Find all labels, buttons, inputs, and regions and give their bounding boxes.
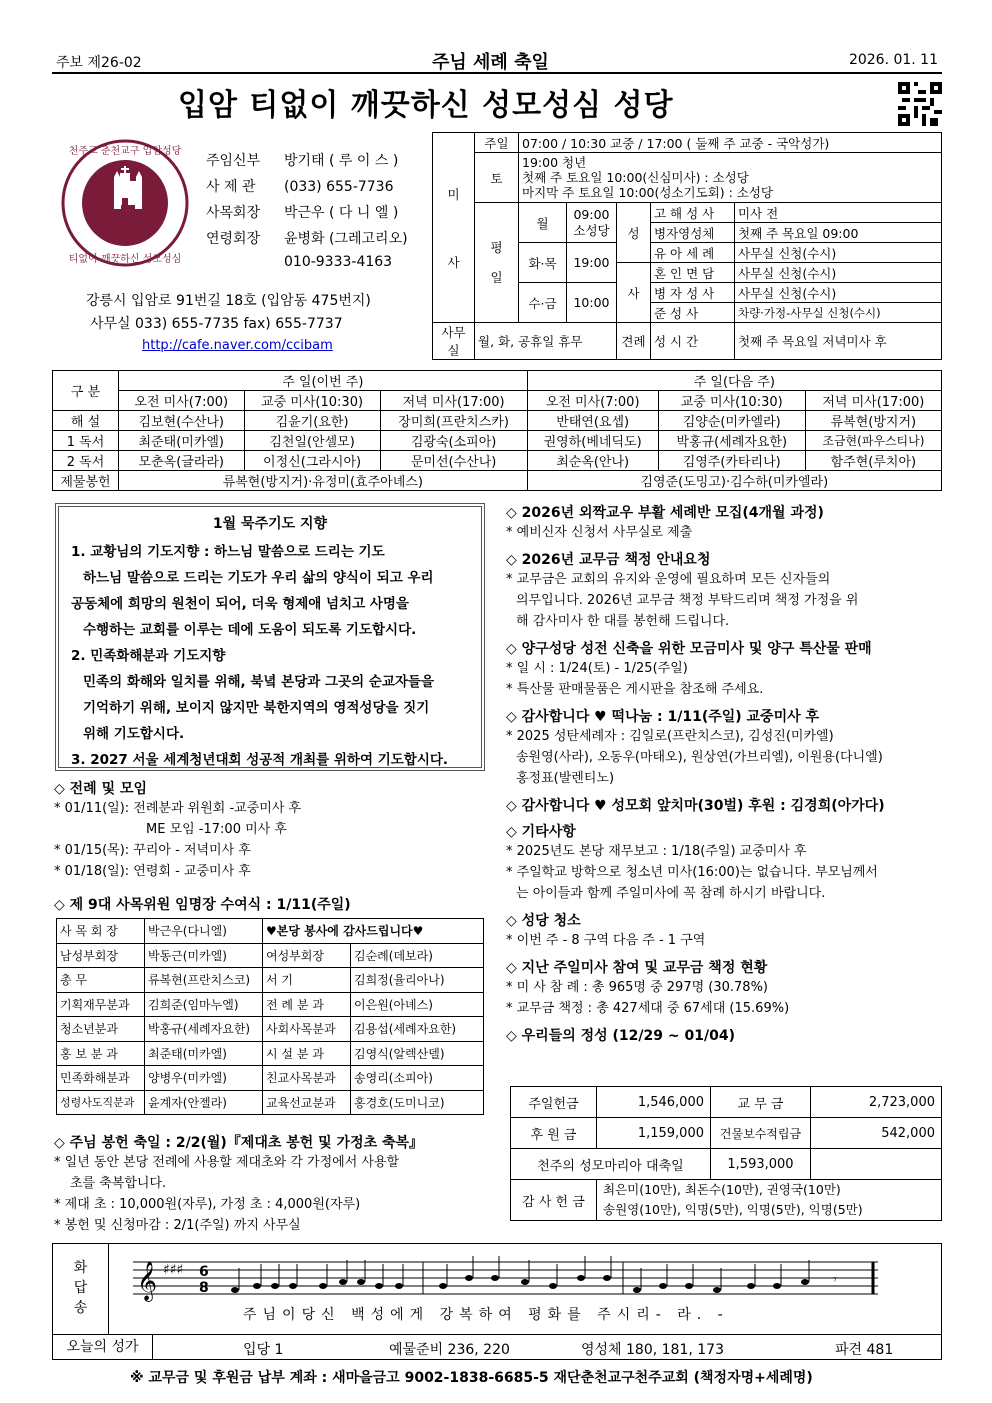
svg-text:6: 6 — [199, 1264, 209, 1280]
table-row: 성령사도직분과 윤계자(안젤라) 교육선교분과 홍경호(도미니코) — [57, 1090, 484, 1115]
qr-code-icon[interactable] — [898, 82, 942, 126]
notice-item: ◇ 성당 청소 * 이번 주 - 8 구역 다음 주 - 1 구역 — [506, 913, 706, 948]
bulletin-date: 2026. 01. 11 — [848, 52, 938, 68]
psalm-lyrics: 주님이당신 백성에게 강복하여 평화를 주시리- 라. - — [243, 1307, 729, 1323]
staff-row: 연령회장 윤병화 (그레고리오) — [206, 231, 408, 247]
ministry-schedule-table: 구 분 주 일(이번 주) 주 일(다음 주) 오전 미사(7:00) 교중 미사(10:30) 저녁 미사(17:00) 오전 미사(7:00) 교중 미사(10:30) 저녁 미사(17:00) 해 설 김보현(수산나) 김윤기(요한) 장미희(프란치스카) 반태연(요셉) 김양순(미카엘라) 류복현(방지거) 1 독서 최준태(미카엘) 김천일(안셀모) 김광숙(소피아) 권영하(베네딕도) 박홍규(세례자요한) 조금현(파우스티나) 2 독서 모춘옥(글라라) 이정신(그라시아) 문미선(수산나) 최순옥(안나) 김영주(카타리나) 함주현(루치아) 제물봉헌 류복현(방지거)·유정미(효주아녜스) 김영준(도밍고)·김수하(미카엘라) — [52, 370, 942, 491]
hymn-bar: 오늘의 성가 입당 1 예물준비 236, 220 영성체 180, 181, 173 파견 481 — [52, 1334, 942, 1360]
staff-row: 사 제 관 (033) 655-7736 — [206, 179, 394, 195]
notice-item: ◇ 2026년 외짝교우 부활 세례반 모집(4개월 과정) * 예비신자 신청서 사무실로 제출 — [506, 505, 824, 540]
psalm-staff-icon — [133, 1252, 883, 1304]
notice-item: ◇ 지난 주일미사 참여 및 교무금 책정 현황 * 미 사 참 례 : 총 965명 중 297명 (30.78%) * 교무금 책정 : 총 427세대 중 67세대 (15.69%) — [506, 960, 790, 1016]
table-row: 주일헌금 1,546,000 교 무 금 2,723,000 — [511, 1087, 942, 1118]
parish-seal-icon — [60, 138, 190, 268]
footer-account: ※ 교무금 및 후원금 납부 계좌 : 새마을금고 9002-1838-6685-5 재단춘천교구천주교회 (책정자명+세례명) — [130, 1370, 813, 1386]
notice-item: ◇ 기타사항 * 2025년도 본당 재무보고 : 1/18(주일) 교중미사 후 * 주일학교 방학으로 청소년 미사(16:00)는 없습니다. 부모님께서 는 아이들과 함께 주일미사에 꼭 참례 하시기 바랍니다. — [506, 824, 878, 901]
table-row: 홍 보 분 과 최준태(미카엘) 시 설 분 과 김영식(알렉산델) — [57, 1041, 484, 1066]
psalm-label: 화답송 — [53, 1244, 109, 1334]
svg-text:𝄾: 𝄾 — [833, 1272, 837, 1288]
rosary-prayer-box: 1월 묵주기도 지향 1. 교황님의 기도지향 : 하느님 말씀으로 드리는 기도 하느님 말씀으로 드리는 기도가 우리 삶의 양식이 되고 우리 공동체에 희망의 원천이 되어, 더욱 형제애 넘치고 사명을 수행하는 교회를 이루는 데에 도움이 되도록 기도합시다. 2. 민족화해분과 기도지향 민족의 화해와 일치를 위해, 북녘 본당과 그곳의 순교자들을 기억하기 위해, 보이지 않지만 북한지역의 영적성당을 짓기 위해 기도합시다. 3. 2027 서울 세계청년대회 성공적 개최를 위하여 기도합시다. — [55, 503, 485, 771]
svg-text:♯♯♯: ♯♯♯ — [163, 1262, 184, 1278]
table-row: 2 독서 모춘옥(글라라) 이정신(그라시아) 문미선(수산나) 최순옥(안나) 김영주(카타리나) 함주현(루치아) — [53, 451, 942, 471]
feast-name: 주님 세례 축일 — [432, 52, 549, 73]
office-contact: 사무실 033) 655-7735 fax) 655-7737 — [90, 316, 343, 332]
candlemas-section: ◇ 주님 봉헌 축일 : 2/2(월)『제대초 봉헌 및 가정초 축복』 * 일년 동안 본당 전례에 사용할 제대초와 각 가정에서 사용할 초를 축복합니다. * 제대 초 : 10,000원(자루), 가정 초 : 4,000원(자루) * 봉헌 및 신청마감 : 2/1(주일) 까지 사무실 — [54, 1135, 424, 1233]
prayer-title: 1월 묵주기도 지향 — [212, 516, 328, 532]
responsorial-psalm — [52, 1243, 942, 1335]
offering-table — [510, 1086, 942, 1221]
table-row: 청소년분과 박홍규(세례자요한) 사회사목분과 김용섭(세례자요한) — [57, 1017, 484, 1042]
notice-item: ◇ 양구성당 성전 신축을 위한 모금미사 및 양구 특산물 판매 * 일 시 : 1/24(토) - 1/25(주일) * 특산물 판매물품은 게시판을 참조해 주세요. — [506, 641, 872, 697]
bulletin-number: 주보 제26-02 — [56, 55, 142, 71]
svg-text:𝄞: 𝄞 — [137, 1261, 158, 1301]
staff-list — [206, 150, 426, 280]
pastoral-committee-table — [56, 918, 484, 1115]
staff-row: 010-9333-4163 — [284, 254, 393, 270]
table-row: 감 사 헌 금 최은미(10만), 최돈수(10만), 권영국(10만) 송원영(10만), 익명(5만), 익명(5만), 익명(5만) — [511, 1180, 942, 1221]
table-row: 총 무 류복현(프란치스코) 서 기 김희정(율리아나) — [57, 968, 484, 993]
appointment-title: ◇ 제 9대 사목위원 임명장 수여식 : 1/11(주일) — [54, 897, 351, 913]
table-row: 민족화해분과 양병우(미카엘) 친교사목분과 송영리(소피아) — [57, 1066, 484, 1091]
page-header — [52, 48, 942, 74]
table-row: 남성부회장 박동근(미카엘) 여성부회장 김순례(데보라) — [57, 943, 484, 968]
notice-item: ◇ 감사합니다 ♥ 떡나눔 : 1/11(주일) 교중미사 후 * 2025 성탄세례자 : 김일로(프란치스코), 김성진(미카엘) 송원영(사라), 오동우(마태오), 원상연(가브리엘), 이원용(다니엘) 홍정표(발렌티노) — [506, 709, 883, 786]
table-row: 제물봉헌 류복현(방지거)·유정미(효주아녜스) 김영준(도밍고)·김수하(미카엘라) — [53, 471, 942, 491]
table-row: 사 목 회 장 박근우(다니엘) ♥본당 봉사에 감사드립니다♥ — [57, 919, 484, 944]
svg-text:천주교 춘천교구 입암성당: 천주교 춘천교구 입암성당 — [68, 146, 182, 157]
table-row: 후 원 금 1,159,000 건물보수적립금 542,000 — [511, 1118, 942, 1149]
table-row: 해 설 김보현(수산나) 김윤기(요한) 장미희(프란치스카) 반태연(요셉) 김양순(미카엘라) 류복현(방지거) — [53, 411, 942, 431]
parish-title: 입암 티없이 깨끗하신 성모성심 성당 — [178, 88, 674, 123]
notice-item: ◇ 우리들의 정성 (12/29 ~ 01/04) — [506, 1028, 735, 1044]
address: 강릉시 입암로 91번길 18호 (입암동 475번지) — [86, 293, 371, 309]
liturgy-section: ◇ 전례 및 모임 * 01/11(일): 전례분과 위원회 -교중미사 후 ME 모임 -17:00 미사 후 * 01/15(목): 꾸리아 - 저녁미사 후 * 01/18(일): 연령회 - 교중미사 후 — [54, 781, 302, 879]
table-row: 천주의 성모마리아 대축일 1,593,000 — [511, 1149, 942, 1180]
notice-item: ◇ 감사합니다 ♥ 성모회 앞치마(30벌) 후원 : 김경희(아가다) — [506, 798, 885, 814]
svg-text:티없이 깨끗하신 성모성심: 티없이 깨끗하신 성모성심 — [68, 254, 182, 265]
table-row: 1 독서 최준태(미카엘) 김천일(안셀모) 김광숙(소피아) 권영하(베네딕도) 박홍규(세례자요한) 조금현(파우스티나) — [53, 431, 942, 451]
svg-text:8: 8 — [199, 1280, 209, 1296]
cafe-link[interactable]: http://cafe.naver.com/ccibam — [142, 338, 333, 353]
notice-item: ◇ 2026년 교무금 책정 안내요청 * 교무금은 교회의 유지와 운영에 필요하며 모든 신자들의 의무입니다. 2026년 교무금 책정 부탁드리며 책정 가정을 위 해 감사미사 한 대를 봉헌해 드립니다. — [506, 552, 859, 629]
staff-row: 주임신부 방기태 ( 루 이 스 ) — [206, 153, 399, 169]
mass-times-table: 미 사 주일 07:00 / 10:30 교중 / 17:00 ( 둘째 주 교중 - 국악성가) 토 19:00 청년 첫째 주 토요일 10:00(신심미사) : 소성당 마지막 주 토요일 10:00(성소기도회) : 소성당 평일 월 09:00 소성당 성 고 해 성 사 미사 전 병자영성체 첫째 주 목요일 09:00 화·목 19:00 유 아 세 례 사무실 신청(수시) 사 혼 인 면 담 사무실 신청(수시) 수·금 10:00 병 자 성 사 사무실 신청(수시) 준 성 사 차량·가정-사무실 신청(수시) 사무실 월, 화, 공휴일 휴무 견례 성 시 간 첫째 주 목요일 저녁미사 후 — [432, 132, 942, 360]
table-row: 기획재무분과 김희준(임마누엘) 전 례 분 과 이은원(아녜스) — [57, 992, 484, 1017]
notices-column — [506, 502, 942, 1045]
staff-row: 사목회장 박근우 ( 다 니 엘 ) — [206, 205, 399, 221]
mass-label: 미 사 — [433, 133, 475, 323]
